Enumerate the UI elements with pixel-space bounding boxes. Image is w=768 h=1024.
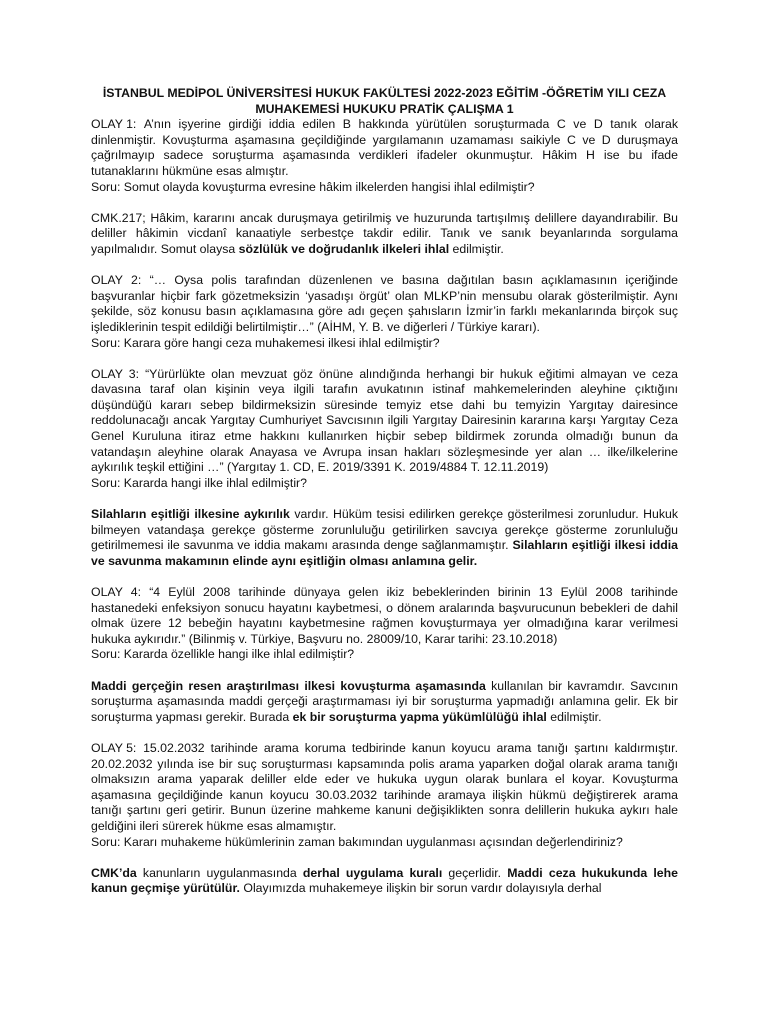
spacer (91, 725, 678, 741)
olay-2-question: Soru: Karara göre hangi ceza muhakemesi ilkesi ihlal edilmiştir? (91, 335, 440, 350)
answer-5-text-2: geçerlidir. (442, 865, 508, 880)
spacer (91, 258, 678, 274)
olay-4-label: OLAY 4: (91, 585, 142, 599)
spacer (91, 663, 678, 679)
title-line-1: İSTANBUL MEDİPOL ÜNİVERSİTESİ HUKUK FAKÜLTESİ 2022-2023 EĞİTİM -ÖĞRETİM YILI CEZA (102, 86, 667, 100)
olay-5-question: Soru: Kararı muhakeme hükümlerinin zaman bakımından uygulanması açısından değerlendiriniz? (91, 834, 623, 849)
answer-5-bold-2: derhal uygulama kuralı (302, 865, 443, 880)
answer-1-tail: edilmiştir. (449, 241, 504, 256)
olay-3-text: “Yürürlükte olan mevzuat göz önüne alındığında herhangi bir hukuk eğitimi almayan ve ceza davasına taraf olan kişinin veya ilgili tarafın avukatının istinaf mahkemelerinden aleyhine çıktığını düşündüğü kararı sebep bildirmeksizin süresinde temyiz etse dahi bu temyizin Yargıtay dairesince reddolunacağı ancak Yargıtay Cumhuriyet Savcısının ilgili Yargıtay Dairesinin kararına karşı Yargıtay Ceza Genel Kuruluna itiraz etme hakkını kullanırken hiçbir sebep bildirmek zorunda olmadığı bunun da vatandaşın aleyhine olarak Anayasa ve Avrupa insan hakları sözleşmesinde yer alan … ilke/ilkelerine aykırılık teşkil ettiğini …” (Yargıtay 1. CD, E. 2019/3391 K. 2019/4884 T. 12.11.2019) (91, 366, 678, 475)
spacer (91, 195, 678, 211)
olay-1-question: Soru: Somut olayda kovuşturma evresine hâkim ilkelerden hangisi ihlal edilmiştir? (91, 179, 535, 194)
answer-1-bold: sözlülük ve doğrudanlık ilkeleri ihlal (238, 241, 450, 256)
answer-5-bold-3: Maddi ceza hukukunda lehe kanun geçmişe yürütülür. (91, 865, 679, 896)
spacer (91, 850, 678, 866)
spacer (91, 351, 678, 367)
title-line-2: MUHAKEMESİ HUKUKU PRATİK ÇALIŞMA 1 (255, 101, 514, 116)
olay-5-label: OLAY 5: (91, 740, 137, 755)
answer-5-text-1: kanunların uygulanmasında (136, 865, 303, 880)
olay-4-question: Soru: Kararda özellikle hangi ilke ihlal edilmiştir? (91, 647, 355, 662)
answer-5-bold-1: CMK’da (91, 865, 137, 880)
olay-4-text: “4 Eylül 2008 tarihinde dünyaya gelen ikiz bebeklerinden birinin 13 Eylül 2008 tarihinde hastanedeki enfeksiyon sonucu hayatını kaybetmesi, o dönem aralarında başvurucunun bebekleri de dahil olmak üzere 12 bebeğin hayatını kaybetmesine rağmen kovuşturmaya yer olmadığına karar verilmesi hukuka aykırıdır.” (Bilinmiş v. Türkiye, Başvuru no. 28009/10, Karar tarihi: 23.10.2018) (91, 585, 678, 646)
answer-5-paragraph (91, 866, 678, 897)
answer-3-bold-2: Silahların eşitliği ilkesi iddia ve savunma makamının elinde aynı eşitliğin olması anlamına gelir. (91, 538, 678, 568)
olay-4-paragraph (91, 585, 678, 647)
olay-2-label: OLAY 2: (91, 273, 142, 288)
answer-4-text: kullanılan bir kavramdır. Savcının soruşturma aşamasında maddi gerçeği araştırmaması iyi bir soruşturma yapmadığı anlamına gelir. Ek bir soruşturma yapması gerekir. Burada (91, 678, 678, 724)
answer-3-text: vardır. Hüküm tesisi edilirken gerekçe gösterilmesi zorunludur. Hukuk bilmeyen vatandaşa gerekçe gösterme zorunluluğu getirilirken savcıya gerekçe gösterme zorunluluğu getirilmemesi ile savunma ve iddia makamı arasında denge sağlanmamıştır. (91, 507, 678, 553)
answer-3-bold-1: Silahların eşitliği ilkesine aykırılık (91, 507, 290, 522)
document-title (91, 86, 678, 117)
olay-2-paragraph (91, 273, 678, 335)
olay-1-paragraph (91, 117, 678, 179)
olay-3-paragraph (91, 367, 678, 476)
answer-1-paragraph (91, 211, 678, 258)
answer-4-bold-1: Maddi gerçeğin resen araştırılması ilkesi kovuşturma aşamasında (91, 678, 486, 693)
olay-5-text: 15.02.2032 tarihinde arama koruma tedbirinde kanun koyucu arama tanığı şartını kaldırmıştır. 20.02.2032 yılında ise bir suç soruşturması kapsamında polis arama yaparken doğal olarak arama tanığı olmaksızın arama yaparak deliller elde eder ve hukuka uygun olarak bunlara el koyar. Kovuşturma aşamasına geçildiğinde kanun koyucu 30.03.2032 tarihinde aramaya ilişkin hükmü değiştirerek arama tanığı şartını geri getirir. Bunun üzerine mahkeme kanuni değişiklikten sonra delillerin hukuka aykırı hale geldiğini ileri sürerek hükme esas almamıştır. (91, 740, 678, 833)
spacer (91, 491, 678, 507)
olay-3-label: OLAY 3: (91, 366, 139, 381)
olay-1-text: A’nın işyerine girdiği iddia edilen B hakkında yürütülen soruşturmada C ve D tanık olarak dinlenmiştir. Kovuşturma aşamasına geçildiğinde yargılamanın uzamaması saikiyle C ve D duruşmaya çağrılmayıp sadece soruşturma aşamasında verdikleri ifadeler okunmuştur. Hâkim H ise bu ifade tutanaklarını hükmüne esas almıştır. (91, 117, 678, 178)
answer-5-text-3: Olayımızda muhakemeye ilişkin bir sorun vardır dolayısıyla derhal (239, 881, 602, 896)
spacer (91, 569, 678, 585)
answer-1-text: CMK.217; Hâkim, kararını ancak duruşmaya getirilmiş ve huzurunda tartışılmış delillere dayandırabilir. Bu deliller hâkimin vicdanî kanaatiyle serbestçe takdir edilir. Tanık ve sanık beyanlarında sorgulama yapılmalıdır. Somut olaysa (91, 210, 678, 256)
olay-2-text: “… Oysa polis tarafından düzenlenen ve basına dağıtılan basın açıklamasının içeriğinde başvuranlar hiçbir fark gözetmeksizin ‘yasadışı örgüt’ olan MLKP’nin mensubu olarak gösterilmiştir. Aynı şekilde, söz konusu basın açıklamasına göre adı geçen şahısların İzmir’in farklı mekanlarında birçok suç işlediklerinin tespit edildiği belirtilmiştir…” (AİHM, Y. B. ve diğerleri / Türkiye kararı). (91, 273, 678, 334)
answer-3-paragraph (91, 507, 678, 569)
olay-1-label: OLAY 1: (91, 117, 137, 132)
answer-4-tail: edilmiştir. (546, 709, 602, 724)
answer-4-bold-2: ek bir soruşturma yapma yükümlülüğü ihlal (292, 709, 547, 724)
olay-3-question: Soru: Kararda hangi ilke ihlal edilmiştir? (91, 475, 307, 490)
olay-5-paragraph (91, 741, 678, 835)
answer-4-paragraph (91, 679, 678, 726)
